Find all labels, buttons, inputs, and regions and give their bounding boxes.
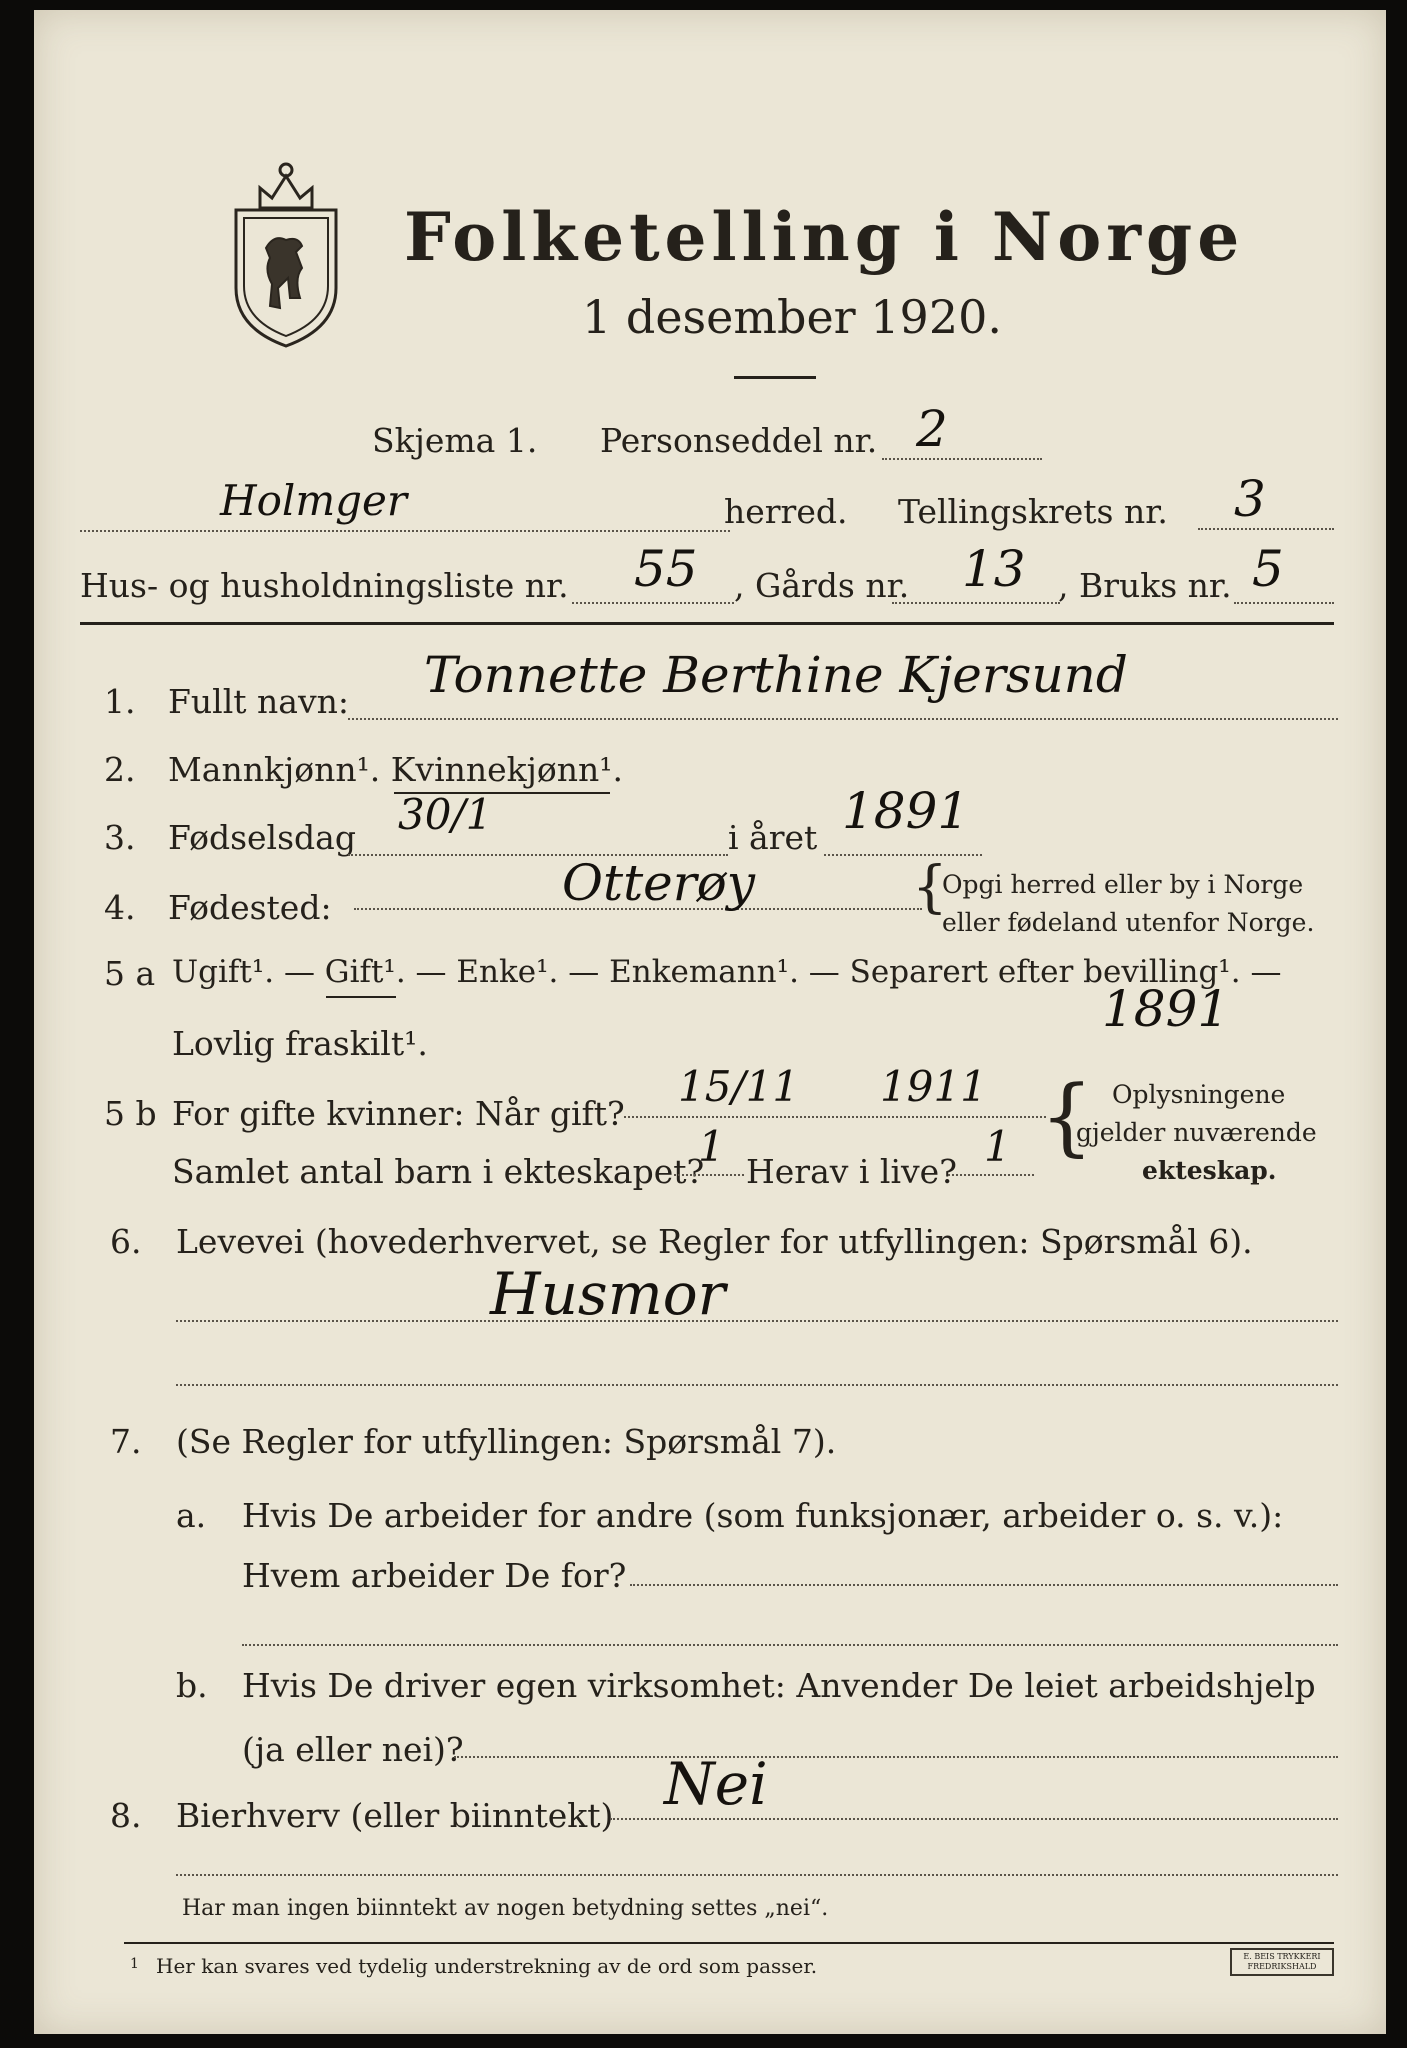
q3-year-value: 1891: [842, 782, 970, 840]
herred-field-line: [80, 530, 730, 532]
q4-number: 4.: [104, 888, 136, 927]
q5a-line1: Ugift¹. — Gift¹. — Enke¹. — Enkemann¹. — Separert efter bevilling¹. —: [172, 954, 1282, 990]
q5a-annotation: 1891: [1102, 980, 1230, 1038]
q6-field-line-1: [176, 1320, 1338, 1322]
gards-label: , Gårds nr.: [734, 566, 910, 605]
q7a-line2: Hvem arbeider De for?: [242, 1556, 627, 1595]
q4-note-brace: {: [912, 855, 948, 920]
q3-birthday-value: 30/1: [398, 790, 493, 839]
q7b-field-line: [454, 1756, 1338, 1758]
q8-value: Nei: [664, 1750, 768, 1818]
q6-occupation-value: Husmor: [490, 1260, 726, 1328]
q1-number: 1.: [104, 682, 136, 721]
personseddel-field-line: [882, 458, 1042, 460]
q3-number: 3.: [104, 818, 136, 857]
header-rule: [80, 622, 1334, 625]
q5b-alive-label: Herav i live?: [746, 1152, 957, 1191]
q6-number: 6.: [110, 1222, 142, 1261]
footnote-mark: 1: [130, 1956, 139, 1972]
q5b-note-line1: Oplysningene: [1112, 1080, 1286, 1109]
q8-number: 8.: [110, 1796, 142, 1835]
q5a-number: 5 a: [104, 954, 156, 993]
form-title: Folketelling i Norge: [404, 198, 1245, 276]
q5b-note-line3: ekteskap.: [1142, 1156, 1277, 1185]
bruks-field-line: [1234, 602, 1334, 604]
q7a-line1: Hvis De arbeider for andre (som funksjonær, arbeider o. s. v.):: [242, 1496, 1284, 1535]
q5a-line2: Lovlig fraskilt¹.: [172, 1024, 428, 1063]
hus-value: 55: [634, 540, 698, 598]
herred-value: Holmger: [220, 476, 407, 525]
q2-label: Mannkjønn¹. Kvinnekjønn¹.: [168, 750, 623, 789]
q1-full-name-value: Tonnette Berthine Kjersund: [424, 646, 1128, 704]
gift-underline: [326, 996, 396, 998]
q5b-date-value: 15/11: [678, 1062, 800, 1111]
q3-year-label: i året: [728, 818, 818, 857]
footer-note: Har man ingen biinntekt av nogen betydning settes „nei“.: [182, 1896, 829, 1921]
q7a-number: a.: [176, 1496, 207, 1535]
gards-field-line: [892, 602, 1060, 604]
q5b-alive-field-line: [948, 1174, 1034, 1176]
q8-field-line-2: [176, 1874, 1338, 1876]
q6-field-line-2: [176, 1384, 1338, 1386]
footer-rule: [124, 1942, 1334, 1944]
q7-number: 7.: [110, 1422, 142, 1461]
tellingskrets-label: Tellingskrets nr.: [898, 492, 1168, 531]
footnote: Her kan svares ved tydelig understrekning av de ord som passer.: [156, 1954, 818, 1978]
q5b-children-label: Samlet antal barn i ekteskapet?: [172, 1152, 705, 1191]
printer-stamp: [1230, 1948, 1334, 1976]
q8-label: Bierhverv (eller biinntekt): [176, 1796, 614, 1835]
printer-stamp-line1: E. BEIS TRYKKERI: [1243, 1952, 1321, 1961]
q7a-field-line-2: [242, 1644, 1338, 1646]
norwegian-coat-of-arms-icon: [230, 138, 342, 348]
herred-label: herred.: [724, 492, 848, 531]
q1-label: Fullt navn:: [168, 682, 349, 721]
q3-label: Fødselsdag: [168, 818, 356, 857]
q4-note-line1: Opgi herred eller by i Norge: [942, 870, 1304, 899]
q1-field-line: [348, 718, 1338, 720]
q7a-field-line-1: [630, 1584, 1338, 1586]
personseddel-label: Personseddel nr.: [600, 421, 878, 460]
q5b-label: For gifte kvinner: Når gift?: [172, 1094, 625, 1133]
tellingskrets-value: 3: [1234, 470, 1266, 528]
q5b-children-field-line: [674, 1174, 744, 1176]
hus-label: Hus- og husholdningsliste nr.: [80, 566, 569, 605]
q5b-number: 5 b: [104, 1094, 157, 1133]
bruks-label: , Bruks nr.: [1058, 566, 1232, 605]
q5b-year-value: 1911: [880, 1062, 987, 1111]
q4-label: Fødested:: [168, 888, 332, 927]
q7-label: (Se Regler for utfyllingen: Spørsmål 7).: [176, 1422, 837, 1461]
skjema-label: Skjema 1.: [372, 421, 538, 460]
q3-year-field-line: [824, 854, 982, 856]
census-form: [34, 10, 1386, 2034]
gards-value: 13: [962, 540, 1026, 598]
printer-stamp-line2: FREDRIKSHALD: [1247, 1962, 1317, 1971]
title-divider: [734, 376, 816, 379]
q5b-field-line: [624, 1116, 1046, 1118]
q7b-number: b.: [176, 1666, 208, 1705]
q7b-line2: (ja eller nei)?: [242, 1730, 464, 1769]
q5b-note-line2: gjelder nuværende: [1076, 1118, 1317, 1147]
q5b-alive-value: 1: [984, 1122, 1011, 1171]
q8-field-line-1: [610, 1818, 1338, 1820]
q5b-children-value: 1: [698, 1122, 725, 1171]
q5b-note-brace: {: [1040, 1067, 1094, 1165]
q6-label: Levevei (hovederhvervet, se Regler for utfyllingen: Spørsmål 6).: [176, 1222, 1253, 1261]
q7b-line1: Hvis De driver egen virksomhet: Anvender De leiet arbeidshjelp: [242, 1666, 1316, 1705]
personseddel-value: 2: [916, 400, 948, 458]
tellingskrets-field-line: [1198, 528, 1334, 530]
hus-field-line: [572, 602, 734, 604]
q2-number: 2.: [104, 750, 136, 789]
q4-birthplace-value: Otterøy: [562, 854, 756, 912]
census-date: 1 desember 1920.: [582, 290, 1002, 344]
q4-note-line2: eller fødeland utenfor Norge.: [942, 908, 1315, 937]
bruks-value: 5: [1252, 540, 1284, 598]
